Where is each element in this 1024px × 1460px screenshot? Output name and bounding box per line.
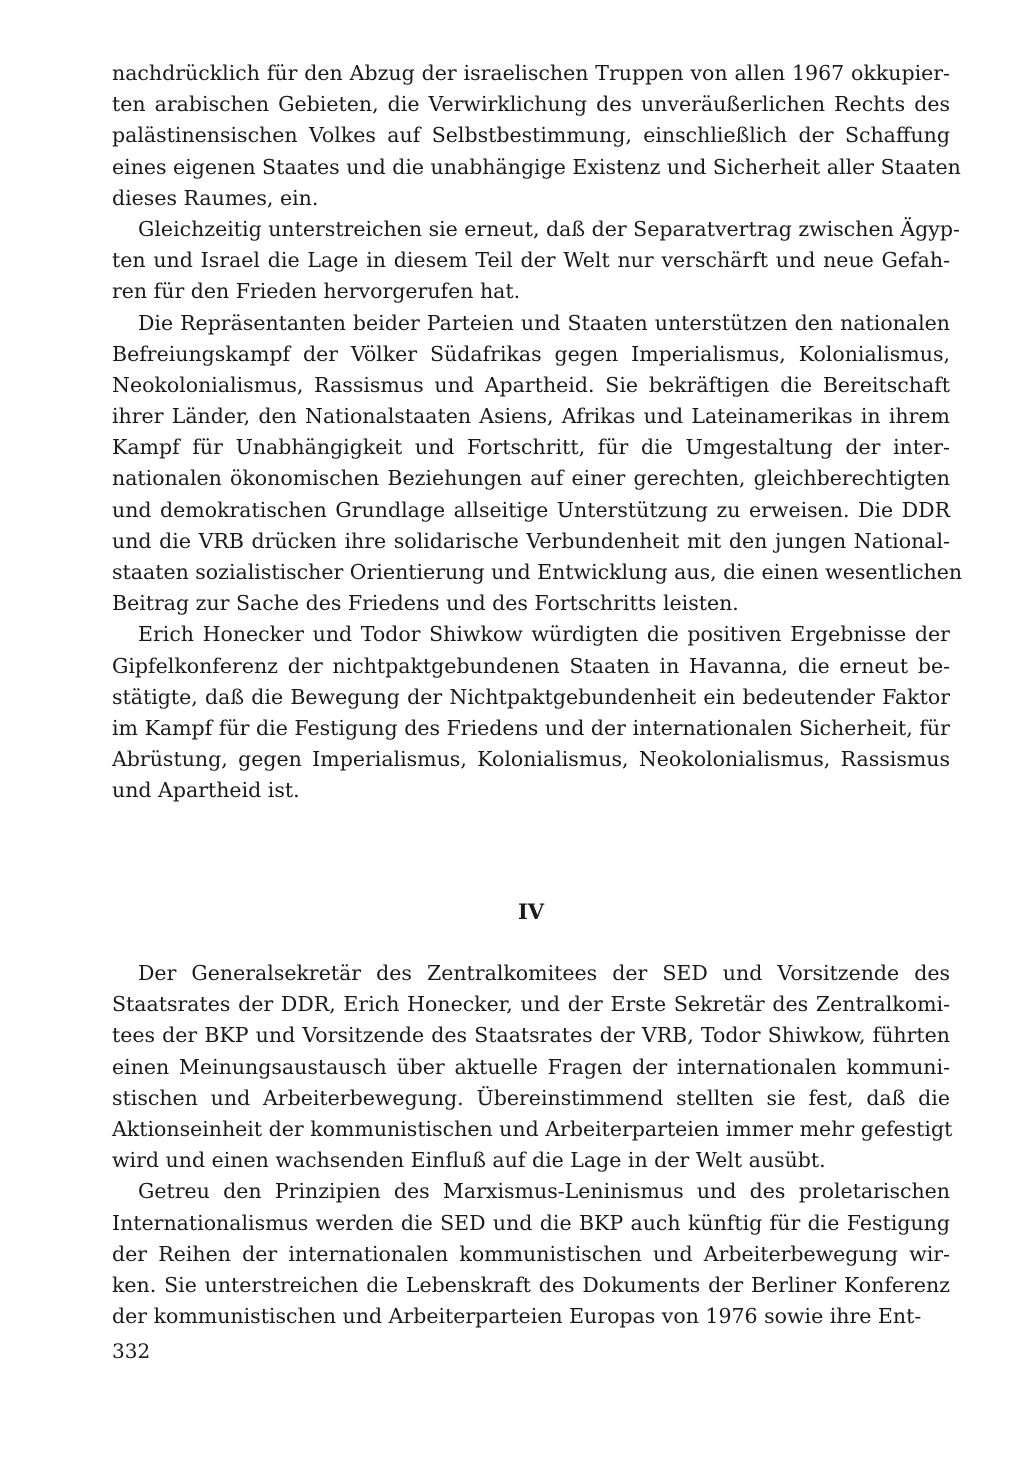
- paragraph: [112, 214, 960, 308]
- text-line: Kampf für Unabhängigkeit und Fortschritt, für die Umgestaltung der inter-: [112, 435, 950, 460]
- text-line: Befreiungskampf der Völker Südafrikas gegen Imperialismus, Kolonialismus,: [112, 341, 950, 366]
- paragraph: [112, 958, 953, 1176]
- paragraph: [112, 58, 961, 214]
- text-line: eines eigenen Staates und die unabhängige Existenz und Sicherheit aller Staaten: [112, 154, 961, 179]
- text-line: stätigte, daß die Bewegung der Nichtpaktgebundenheit ein bedeutender Faktor: [112, 684, 950, 709]
- text-line: Neokolonialismus, Rassismus und Apartheid. Sie bekräftigen die Bereitschaft: [112, 372, 950, 397]
- text-line: staaten sozialistischer Orientierung und Entwicklung aus, die einen wesentlichen: [112, 560, 963, 584]
- text-line: Abrüstung, gegen Imperialismus, Kolonialismus, Neokolonialismus, Rassismus: [112, 747, 950, 772]
- text-line: Getreu den Prinzipien des Marxismus-Leninismus und des proletarischen: [138, 1179, 950, 1204]
- paragraph: [112, 308, 963, 620]
- text-line: Internationalismus werden die SED und die BKP auch künftig für die Festigung: [112, 1210, 950, 1235]
- text-line: Erich Honecker und Todor Shiwkow würdigten die positiven Ergebnisse der: [138, 622, 950, 647]
- text-block-bottom: [112, 958, 953, 1332]
- paragraph: [112, 1176, 950, 1332]
- text-line: ihrer Länder, den Nationalstaaten Asiens, Afrikas und Lateinamerikas in ihrem: [112, 404, 950, 429]
- text-line: im Kampf für die Festigung des Friedens und der internationalen Sicherheit, für: [112, 715, 950, 740]
- text-line: Aktionseinheit der kommunistischen und Arbeiterparteien immer mehr gefestigt: [112, 1116, 953, 1141]
- text-line: wird und einen wachsenden Einfluß auf die Lage in der Welt ausübt.: [112, 1148, 826, 1173]
- text-line: Staatsrates der DDR, Erich Honecker, und der Erste Sekretär des Zentralkomi-: [112, 992, 950, 1017]
- text-line: ten und Israel die Lage in diesem Teil der Welt nur verschärft und neue Gefah-: [112, 248, 950, 273]
- paragraph: [112, 619, 950, 806]
- text-line: einen Meinungsaustausch über aktuelle Fragen der internationalen kommuni-: [112, 1054, 950, 1079]
- text-line: und Apartheid ist.: [112, 778, 300, 803]
- text-line: tees der BKP und Vorsitzende des Staatsrates der VRB, Todor Shiwkow, führten: [112, 1023, 950, 1048]
- text-line: stischen und Arbeiterbewegung. Übereinstimmend stellten sie fest, daß die: [112, 1085, 950, 1110]
- text-block-top: [112, 58, 963, 807]
- text-line: der kommunistischen und Arbeiterparteien Europas von 1976 sowie ihre Ent-: [112, 1304, 922, 1329]
- text-line: nationalen ökonomischen Beziehungen auf einer gerechten, gleichberechtigten: [112, 466, 950, 491]
- section-heading: IV: [517, 899, 545, 924]
- text-line: dieses Raumes, ein.: [112, 185, 319, 210]
- text-line: und die VRB drücken ihre solidarische Verbundenheit mit den jungen National-: [112, 528, 950, 553]
- text-line: Beitrag zur Sache des Friedens und des Fortschritts leisten.: [112, 591, 739, 616]
- text-line: palästinensischen Volkes auf Selbstbestimmung, einschließlich der Schaffung: [112, 123, 950, 148]
- text-line: Gipfelkonferenz der nichtpaktgebundenen Staaten in Havanna, die erneut be-: [112, 653, 950, 678]
- text-line: nachdrücklich für den Abzug der israelischen Truppen von allen 1967 okkupier-: [112, 61, 950, 85]
- text-line: ren für den Frieden hervorgerufen hat.: [112, 279, 521, 304]
- page-number: 332: [112, 1339, 151, 1363]
- text-line: Gleichzeitig unterstreichen sie erneut, daß der Separatvertrag zwischen Ägyp-: [138, 216, 960, 241]
- text-line: der Reihen der internationalen kommunistischen und Arbeiterbewegung wir-: [112, 1241, 950, 1266]
- text-line: Die Repräsentanten beider Parteien und Staaten unterstützen den nationalen: [138, 310, 950, 335]
- text-line: ken. Sie unterstreichen die Lebenskraft des Dokuments der Berliner Konferenz: [112, 1272, 950, 1297]
- text-line: Der Generalsekretär des Zentralkomitees der SED und Vorsitzende des: [138, 961, 950, 985]
- text-line: ten arabischen Gebieten, die Verwirklichung des unveräußerlichen Rechts des: [112, 92, 950, 117]
- text-line: und demokratischen Grundlage allseitige Unterstützung zu erweisen. Die DDR: [112, 497, 950, 522]
